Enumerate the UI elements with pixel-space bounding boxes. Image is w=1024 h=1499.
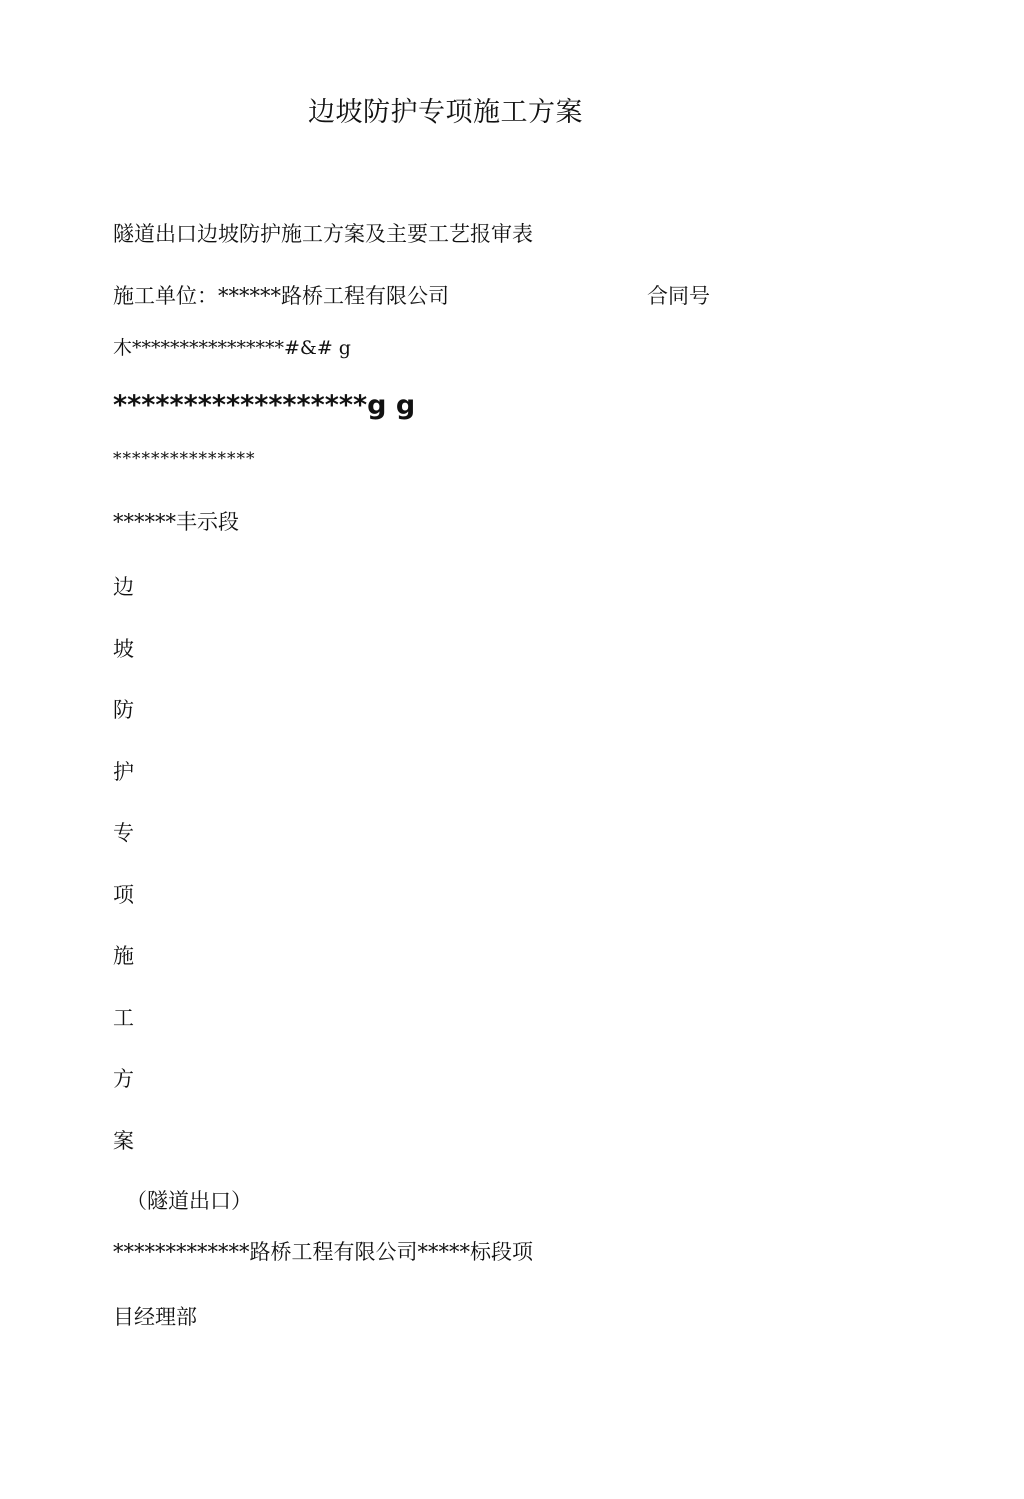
construction-unit: 施工单位：******路桥工程有限公司 — [113, 284, 449, 308]
vertical-title-char: 工 — [113, 1006, 134, 1030]
vertical-title-char: 方 — [113, 1067, 134, 1091]
document-title: 边坡防护专项施工方案 — [308, 97, 583, 128]
code-line: 木****************#&# g — [113, 337, 351, 359]
location-line: （隧道出口） — [126, 1189, 252, 1213]
stars-line-big: ******************g g — [113, 390, 416, 421]
section-line: ******丰示段 — [113, 510, 239, 534]
contract-number-label: 合同号 — [647, 284, 710, 308]
stars-line-small: *************** — [113, 449, 256, 469]
vertical-title-char: 案 — [113, 1129, 134, 1153]
vertical-title-char: 施 — [113, 944, 134, 968]
company-line: *************路桥工程有限公司*****标段项 — [113, 1240, 533, 1264]
department-line: 目经理部 — [113, 1305, 197, 1329]
vertical-title-char: 防 — [113, 698, 134, 722]
vertical-title-char: 坡 — [113, 637, 134, 661]
form-title: 隧道出口边坡防护施工方案及主要工艺报审表 — [113, 222, 533, 246]
vertical-title-char: 护 — [113, 760, 134, 784]
vertical-title-char: 边 — [113, 575, 134, 599]
vertical-title-char: 项 — [113, 883, 134, 907]
vertical-title-char: 专 — [113, 821, 134, 845]
